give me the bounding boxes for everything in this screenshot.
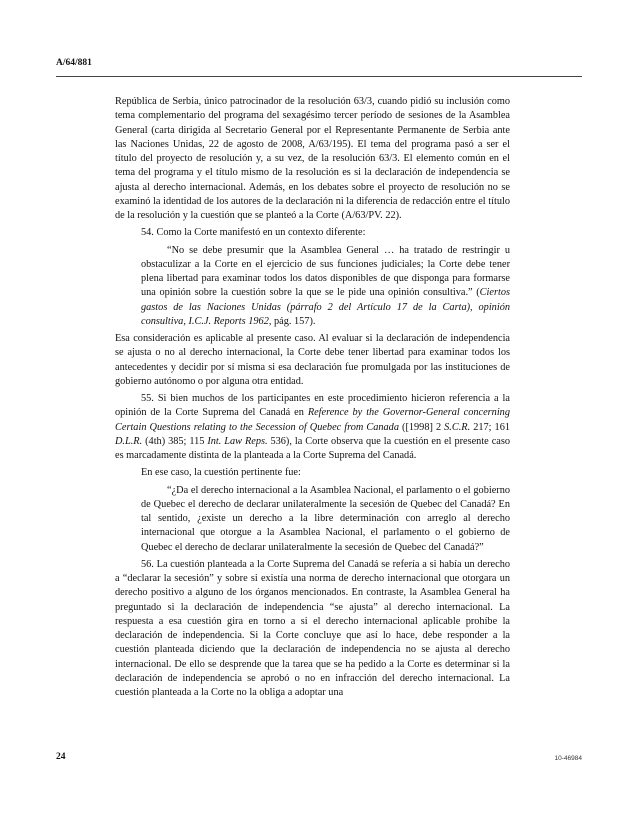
paragraph-question-intro: En ese caso, la cuestión pertinente fue: <box>141 467 301 479</box>
p55-ilr: Int. Law Reps. <box>207 435 268 447</box>
p55-text-e: 536), la Corte observa que la cuestión en el presente caso es marcadamente distinta de la planteada a la Corte Suprema del Canadá. <box>115 435 510 461</box>
header-rule <box>56 76 582 77</box>
document-symbol: A/64/881 <box>56 58 92 68</box>
quote-quebec-question: “¿Da el derecho internacional a la Asamblea Nacional, el parlamento o el gobierno de Quebec el derecho de declarar unilateralmente la secesión de Quebec del Canadá? En tal sentido, ¿existe un derecho a la libre determinación con arreglo al derecho internacional que otorgue a la Asamblea Nacional, el parlamento o el gobierno de Quebec el derecho de declarar unilateralmente la secesión de Quebec del Canadá?” <box>141 484 510 553</box>
paragraph-56: 56. La cuestión planteada a la Corte Suprema del Canadá se refería a si había un derecho a “declarar la secesión” y sobre si existía una norma de derecho internacional que otorgara un derecho positivo a alguno de los órganos mencionados. En contraste, la Asamblea General ha preguntado si la declaración de independencia “se ajusta” al derecho internacional. La respuesta a esa cuestión gira en torno a si el derecho internacional aplicable prohíbe la declaración de independencia. Si la Corte concluye que así lo hace, debe responder a la cuestión planteada diciendo que la declaración de independencia no se ajusta al derecho internacional. De ello se desprende que la tarea que se ha pedido a la Corte es determinar si la declaración de independencia se aprobó o no en infracción del derecho internacional. La cuestión planteada a la Corte no la obliga a adoptar una <box>115 558 510 698</box>
paragraph-continuation: República de Serbia, único patrocinador de la resolución 63/3, cuando pidió su inclusión como tema complementario del programa del sexagésimo tercer período de sesiones de la Asamblea General (carta dirigida al Secretario General por el Representante Permanente de Serbia ante las Naciones Unidas, 22 de agosto de 2008, A/63/195). El tema del programa pasó a ser el título del proyecto de resolución y, a su vez, de la resolución 63/3. El elemento común en el tema del programa y el título mismo de la resolución es si la declaración de independencia se ajusta al derecho internacional. Además, en los debates sobre el proyecto de resolución no se examinó la identidad de los autores de la declaración ni la diferencia de redacción entre el título de la resolución y la cuestión que se planteó a la Corte (A/63/PV. 22). <box>115 96 510 221</box>
paragraph-55 <box>115 392 510 463</box>
paragraph-consideration: Esa consideración es aplicable al presente caso. Al evaluar si la declaración de independencia se ajusta o no al derecho internacional, la Corte debe tener libertad para examinar todos los antecedentes y decidir por sí misma si esa declaración fue promulgada por las instituciones de gobierno autónomo o por alguna otra entidad. <box>115 333 510 387</box>
quote-text: “No se debe presumir que la Asamblea General … ha tratado de restringir u obstaculizar a la Corte en el ejercicio de sus funciones judiciales; la Corte debe tener plena libertad para examinar todos los datos disponibles de que disponga para formarse una opinión sobre la cuestión sobre la que se le pide una opinión consultiva.” ( <box>141 244 510 299</box>
p55-dlr: D.L.R. <box>115 435 143 447</box>
p55-text-a: 55. Si bien muchos de los participantes en este procedimiento hicieron referencia a la opinión de la Corte Suprema del Canadá en <box>115 393 510 419</box>
p55-text-b: ([1998] 2 <box>398 421 445 433</box>
quote-citation: Ciertos gastos de las Naciones Unidas (párrafo 2 del Artículo 17 de la Carta), opinión consultiva, I.C.J. Reports 1962, <box>141 287 510 327</box>
p55-case-title: Reference by the Governor-General concerning Certain Questions relating to the Secession of Quebec from Canada <box>115 407 510 433</box>
p55-text-c: 217; 161 <box>470 421 511 433</box>
document-body <box>115 95 510 700</box>
p55-text-d: (4th) 385; 115 <box>142 435 208 447</box>
document-code: 10-46984 <box>554 755 582 762</box>
quote-expenses-case <box>141 244 510 330</box>
page-number: 24 <box>56 752 66 762</box>
quote-citation-tail: pág. 157). <box>271 315 316 327</box>
paragraph-54: 54. Como la Corte manifestó en un contexto diferente: <box>141 227 366 239</box>
p55-scr: S.C.R. <box>444 421 471 433</box>
